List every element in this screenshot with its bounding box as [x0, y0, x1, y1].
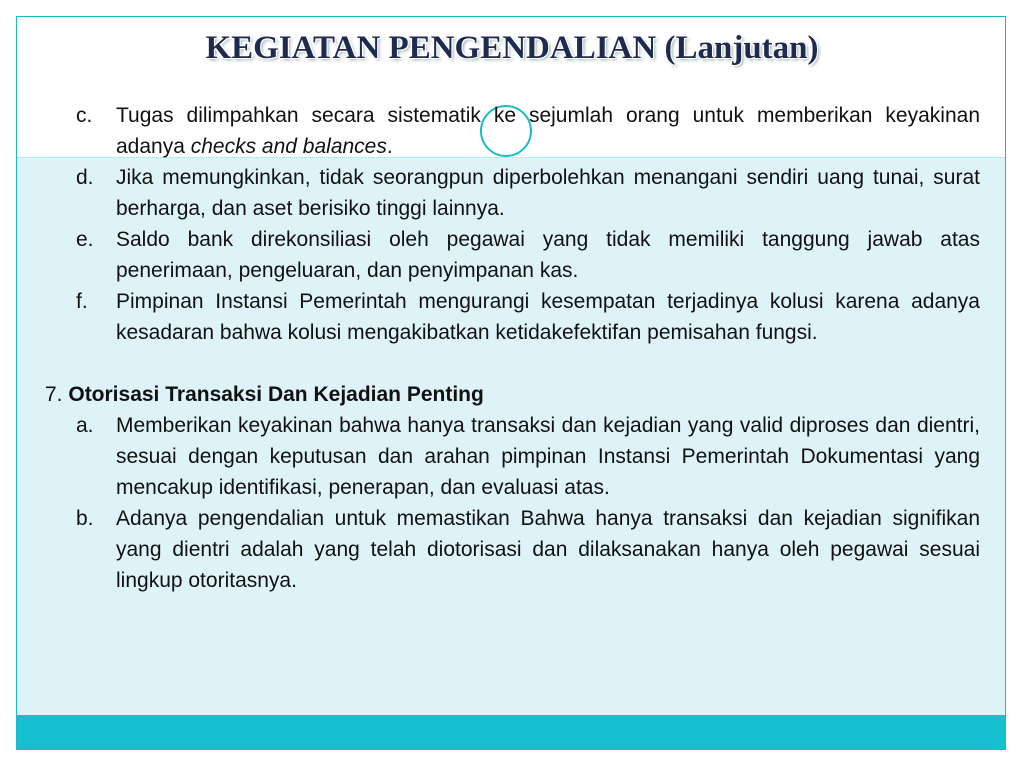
- list-item-text: Memberikan keyakinan bahwa hanya transaksi dan kejadian yang valid diproses dan dientri, sesuai dengan keputusan dan arahan pimpinan Instansi Pemerintah Dokumentasi yang mencakup identifikasi, penerapan, dan evaluasi atas.: [116, 414, 980, 499]
- list-item-label: c.: [76, 104, 93, 127]
- slide-title: KEGIATAN PENGENDALIAN (Lanjutan): [205, 30, 819, 66]
- list-item-label: b.: [76, 507, 94, 530]
- list-item-text: Pimpinan Instansi Pemerintah mengurangi kesempatan terjadinya kolusi karena adanya kesadaran bahwa kolusi mengakibatkan ketidakefektifan pemisahan fungsi.: [116, 290, 980, 344]
- list-item-text-end: .: [386, 135, 393, 158]
- section-number: 7.: [45, 383, 63, 406]
- list-item-label: a.: [76, 414, 94, 437]
- list-item-text: Adanya pengendalian untuk memastikan Bahwa hanya transaksi dan kejadian signifikan yang dientri adalah yang telah diotorisasi dan dilaksanakan hanya oleh pegawai sesuai lingkup otoritasnya.: [116, 507, 980, 592]
- section-title: Otorisasi Transaksi Dan Kejadian Penting: [68, 383, 484, 406]
- slide-content: [40, 100, 980, 596]
- list-item: [40, 286, 980, 348]
- list-item: [40, 503, 980, 596]
- list-item: [40, 100, 980, 162]
- list-item: [40, 224, 980, 286]
- list-item-label: d.: [76, 166, 94, 189]
- list-item-text: Saldo bank direkonsiliasi oleh pegawai yang tidak memiliki tanggung jawab atas penerimaan, pengeluaran, dan penyimpanan kas.: [116, 228, 980, 282]
- list-item-label: e.: [76, 228, 94, 251]
- list-item-text: Tugas dilimpahkan secara sistematik ke sejumlah orang untuk memberikan keyakinan adanya: [116, 104, 980, 158]
- list-item-italic: checks and balances: [190, 135, 387, 158]
- footer-band: [17, 715, 1005, 749]
- list-item: [40, 410, 980, 503]
- list-item-text: Jika memungkinkan, tidak seorangpun diperbolehkan menangani sendiri uang tunai, surat berharga, dan aset berisiko tinggi lainnya.: [116, 166, 980, 220]
- section-heading: [40, 379, 980, 410]
- list-item: [40, 162, 980, 224]
- list-item-label: f.: [76, 290, 88, 313]
